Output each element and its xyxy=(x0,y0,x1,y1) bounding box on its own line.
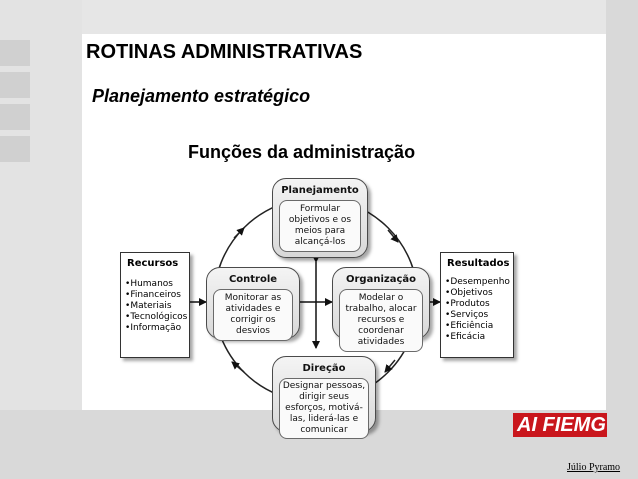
cycle-arrow-top-right xyxy=(388,230,398,242)
cycle-arrow-bottom-left xyxy=(232,362,244,372)
controle-text: Monitorar as atividades e corrigir os desvios xyxy=(213,289,293,341)
recursos-item: • Financeiros xyxy=(125,290,189,301)
planejamento-box xyxy=(272,178,368,258)
organizacao-title: Organização xyxy=(346,274,416,285)
planejamento-title: Planejamento xyxy=(281,185,359,196)
direcao-text: Designar pessoas, dirigir seus esforços, motivá-las, liderá-las e comunicar xyxy=(279,378,369,439)
cycle-arrow-top-left xyxy=(234,228,244,238)
resultados-box xyxy=(440,252,514,358)
fiemg-logo: AI FIEMG xyxy=(513,413,607,437)
recursos-item: • Materiais xyxy=(125,301,189,312)
controle-box xyxy=(206,267,300,339)
resultados-item: • Objetivos xyxy=(445,288,513,299)
recursos-title: Recursos xyxy=(127,258,179,269)
resultados-item: • Serviços xyxy=(445,310,513,321)
diagram-heading: Funções da administração xyxy=(188,142,416,162)
recursos-item: • Informação xyxy=(125,323,189,334)
resultados-title: Resultados xyxy=(447,258,510,269)
planejamento-text: Formular objetivos e os meios para alcançá-los xyxy=(279,200,361,252)
author-credit: Júlio Pyramo xyxy=(567,462,621,473)
recursos-list xyxy=(125,279,189,334)
direcao-title: Direção xyxy=(302,363,346,374)
slide-title: ROTINAS ADMINISTRATIVAS xyxy=(86,41,363,63)
resultados-item: • Desempenho xyxy=(445,277,513,288)
controle-title: Controle xyxy=(228,274,278,285)
resultados-item: • Eficiência xyxy=(445,321,513,332)
slide-subtitle: Planejamento estratégico xyxy=(92,86,311,106)
organizacao-text: Modelar o trabalho, alocar recursos e coordenar atividades xyxy=(339,289,423,352)
organizacao-box xyxy=(332,267,430,347)
resultados-list xyxy=(445,277,513,343)
direcao-box xyxy=(272,356,376,435)
recursos-box xyxy=(120,252,190,358)
resultados-item: • Eficácia xyxy=(445,332,513,343)
recursos-item: • Tecnológicos xyxy=(125,312,189,323)
resultados-item: • Produtos xyxy=(445,299,513,310)
recursos-item: • Humanos xyxy=(125,279,189,290)
